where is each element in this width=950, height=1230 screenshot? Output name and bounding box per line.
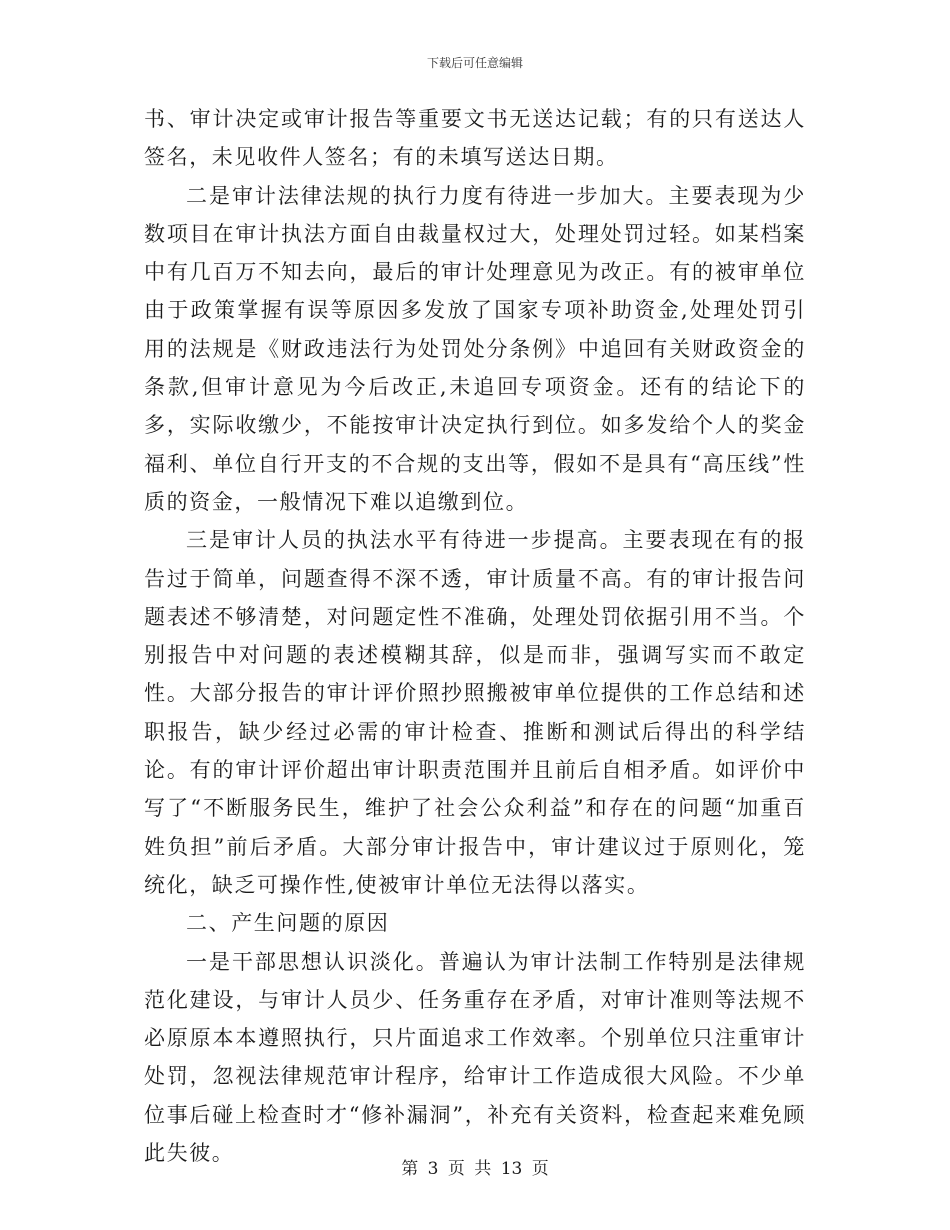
page-number: 第 3 页 共 13 页 (401, 1159, 549, 1179)
document-body (144, 100, 806, 1172)
paragraph-auditor-skill: 三是审计人员的执法水平有待进一步提高。主要表现在有的报告过于简单，问题查得不深不透，审计质量不高。有的审计报告问题表述不够清楚，对问题定性不准确，处理处罚依据引用不当。个别报告中对问题的表述模糊其辞，似是而非，强调写实而不敢定性。大部分报告的审计评价照抄照搬被审单位提供的工作总结和述职报告，缺少经过必需的审计检查、推断和测试后得出的科学结论。有的审计评价超出审计职责范围并且前后自相矛盾。如评价中写了“不断服务民生，维护了社会公众利益”和存在的问题“加重百姓负担”前后矛盾。大部分审计报告中，审计建议过于原则化，笼统化，缺乏可操作性,使被审计单位无法得以落实。 (144, 528, 806, 897)
section-heading-causes: 二、产生问题的原因 (186, 911, 390, 936)
paragraph-awareness: 一是干部思想认识淡化。普遍认为审计法制工作特别是法律规范化建设，与审计人员少、任务重存在矛盾，对审计准则等法规不必原原本本遵照执行，只片面追求工作效率。个别单位只注重审计处罚，忽视法律规范审计程序，给审计工作造成很大风险。不少单位事后碰上检查时才“修补漏洞”，补充有关资料，检查起来难免顾此失彼。 (144, 949, 806, 1166)
header-note: 下载后可任意编辑 (426, 56, 523, 70)
paragraph-continued: 书、审计决定或审计报告等重要文书无送达记载；有的只有送达人签名，未见收件人签名；有的未填写送达日期。 (144, 107, 806, 170)
paragraph-enforcement: 二是审计法律法规的执行力度有待进一步加大。主要表现为少数项目在审计执法方面自由裁量权过大，处理处罚过轻。如某档案中有几百万不知去向，最后的审计处理意见为改正。有的被审单位由于政策掌握有误等原因多发放了国家专项补助资金,处理处罚引用的法规是《财政违法行为处罚处分条例》中追回有关财政资金的条款,但审计意见为今后改正,未追回专项资金。还有的结论下的多，实际收缴少，不能按审计决定执行到位。如多发给个人的奖金福利、单位自行开支的不合规的支出等，假如不是具有“高压线”性质的资金，一般情况下难以追缴到位。 (144, 183, 806, 514)
